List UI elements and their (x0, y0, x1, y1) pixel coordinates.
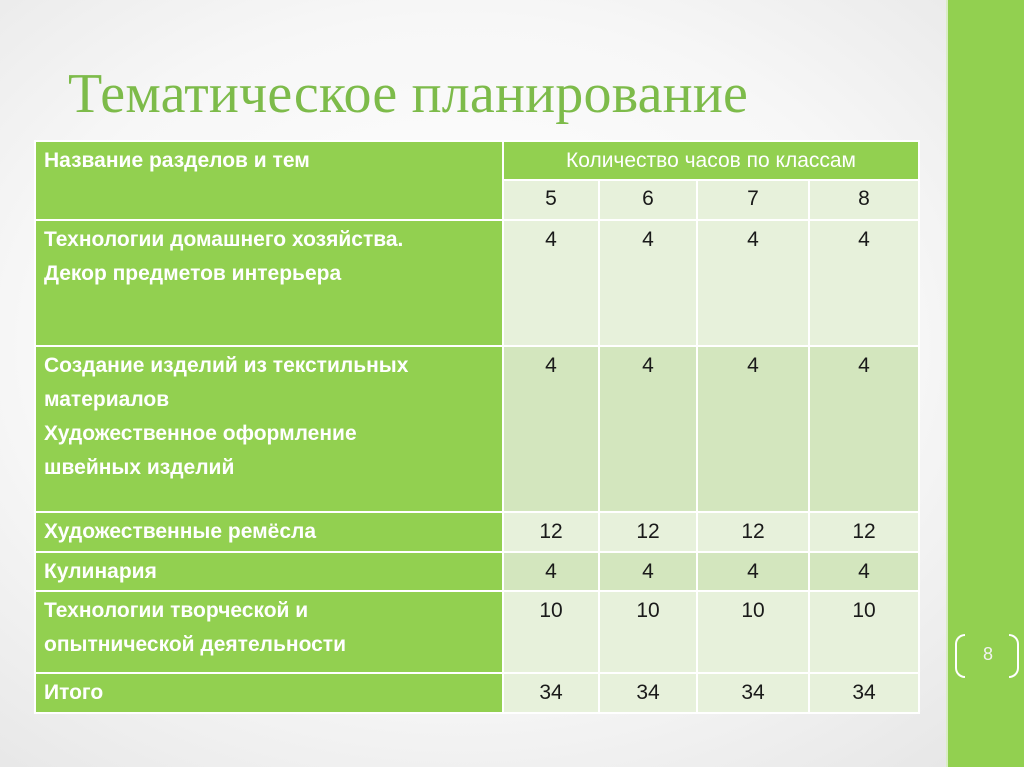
hours-cell: 12 (809, 512, 919, 552)
topic-cell (35, 673, 503, 713)
table-row (35, 591, 919, 673)
hours-cell: 4 (809, 552, 919, 591)
topic-cell (35, 552, 503, 591)
hours-cell: 4 (599, 220, 697, 346)
table-row-total (35, 673, 919, 713)
hours-cell: 4 (503, 552, 599, 591)
grade-cell: 5 (503, 180, 599, 220)
topic-line: Создание изделий из текстильных (44, 354, 409, 377)
hours-cell: 10 (599, 591, 697, 673)
page-number: 8 (982, 644, 993, 664)
hours-cell: 34 (809, 673, 919, 713)
topic-line: Технологии творческой и (44, 599, 309, 622)
slide-title: Тематическое планирование (68, 63, 749, 125)
grade-cell: 8 (809, 180, 919, 220)
hours-cell: 34 (503, 673, 599, 713)
topic-cell (35, 591, 503, 673)
right-brace-icon (1009, 634, 1019, 678)
table-row (35, 346, 919, 512)
header-topics (35, 141, 503, 220)
total-label: Итого (44, 681, 104, 704)
left-brace-icon (955, 634, 965, 678)
hours-cell: 10 (503, 591, 599, 673)
hours-cell: 4 (599, 346, 697, 512)
hours-cell: 4 (697, 346, 809, 512)
hours-cell: 4 (697, 220, 809, 346)
planning-table (34, 140, 920, 714)
hours-cell: 10 (809, 591, 919, 673)
hours-cell: 4 (599, 552, 697, 591)
topic-line: Кулинария (44, 560, 157, 583)
topic-line: Технологии домашнего хозяйства. (44, 228, 404, 251)
hours-cell: 34 (697, 673, 809, 713)
hours-cell: 4 (503, 346, 599, 512)
hours-cell: 4 (809, 220, 919, 346)
table-row (35, 552, 919, 591)
page-number-badge (953, 634, 1023, 680)
topic-cell (35, 512, 503, 552)
hours-cell: 4 (503, 220, 599, 346)
hours-cell: 12 (697, 512, 809, 552)
header-topics-label: Название разделов и тем (44, 149, 310, 172)
hours-cell: 4 (697, 552, 809, 591)
header-hours: Количество часов по классам (503, 141, 919, 180)
table-header-row (35, 141, 919, 180)
hours-cell: 12 (503, 512, 599, 552)
grade-cell: 6 (599, 180, 697, 220)
topic-line: Декор предметов интерьера (44, 262, 342, 285)
table-row (35, 220, 919, 346)
topic-line: Художественные ремёсла (44, 520, 317, 543)
topic-line: Художественное оформление (44, 422, 357, 445)
table-row (35, 512, 919, 552)
hours-cell: 34 (599, 673, 697, 713)
hours-cell: 12 (599, 512, 697, 552)
hours-cell: 4 (809, 346, 919, 512)
topic-line: материалов (44, 388, 170, 411)
hours-cell: 10 (697, 591, 809, 673)
grade-cell: 7 (697, 180, 809, 220)
topic-cell (35, 220, 503, 346)
topic-line: швейных изделий (44, 456, 235, 479)
topic-cell (35, 346, 503, 512)
topic-line: опытнической деятельности (44, 633, 346, 656)
